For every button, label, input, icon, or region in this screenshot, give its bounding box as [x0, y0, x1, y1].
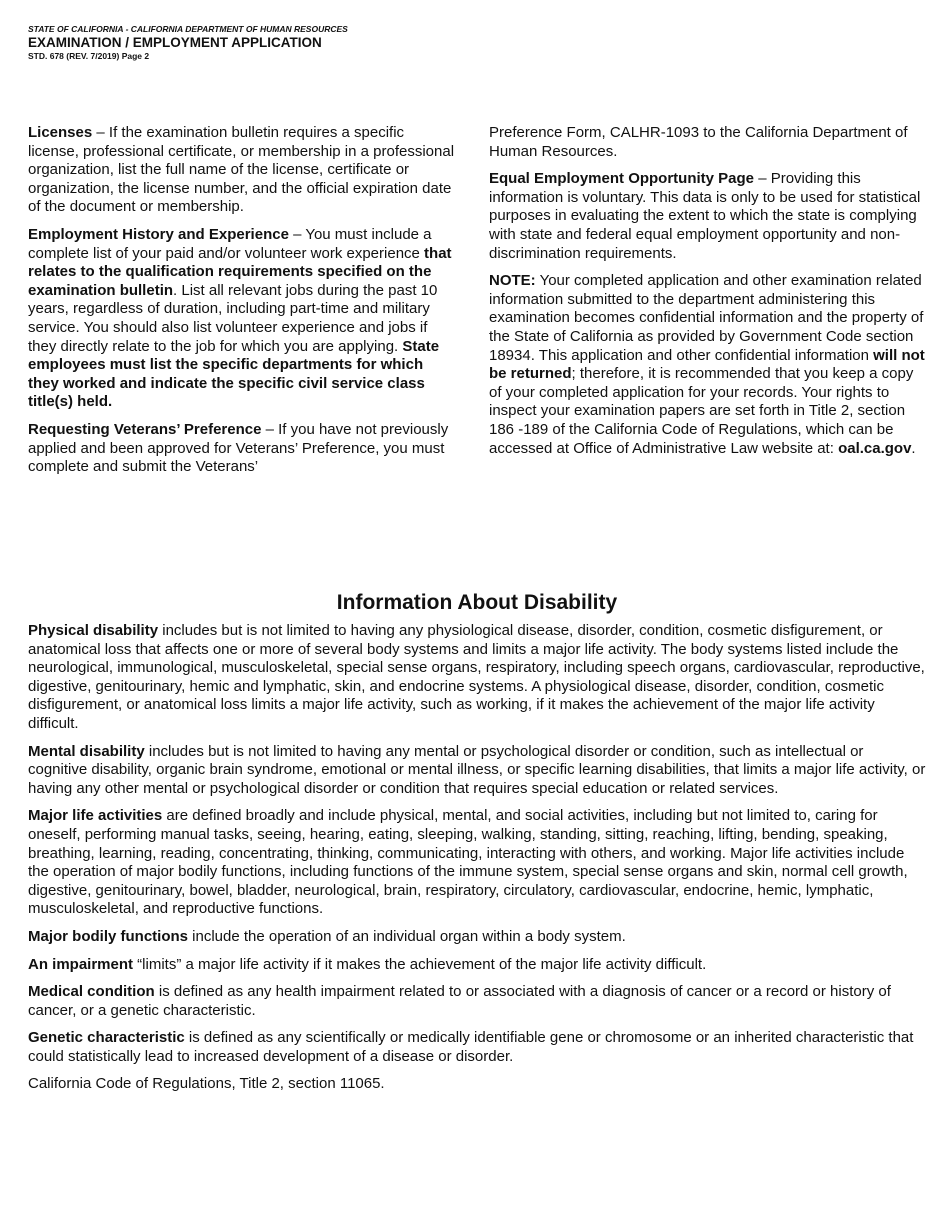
disability-title: Information About Disability [336, 591, 618, 614]
note-bold-1: will not be returned [489, 346, 925, 383]
note-end: . [911, 439, 916, 457]
veterans-paragraph [28, 421, 458, 477]
employment-text-1: – You must include a complete list of your paid and/or volunteer work experience [28, 225, 432, 262]
mental-disability-term: Mental disability [28, 742, 145, 760]
agency-name: STATE OF CALIFORNIA - CALIFORNIA DEPARTMENT OF HUMAN RESOURCES [28, 24, 348, 34]
medical-condition-term: Medical condition [28, 983, 155, 1001]
physical-disability-term: Physical disability [28, 622, 159, 639]
mental-disability-text: includes but is not limited to having any mental or psychological disorder or condition, such as intellectual or cognitive disability, organic brain syndrome, emotional or mental illness, or specific learning disabilities, that limits a major life activity, or having any other mental or psychological disorder or condition that requires special education or related services. [28, 742, 926, 797]
eeo-text: – Providing this information is voluntary. This data is only to be used for statistical purposes in evaluating the extent to which the state is complying with state and federal equal employment opportunity and non-discrimination requirements. [489, 170, 921, 262]
major-bodily-functions-term: Major bodily functions [28, 927, 188, 945]
note-heading: NOTE: [489, 272, 536, 290]
major-life-activities-term: Major life activities [28, 807, 163, 825]
left-column [28, 124, 458, 486]
major-life-activities-text: are defined broadly and include physical, mental, and social activities, including but not limited to, caring for oneself, performing manual tasks, seeing, hearing, eating, sleeping, walking, standing, sitting, reaching, lifting, bending, speaking, breathing, learning, reading, concentrating, thinking, communicating, interacting with others, and working. Major life activities include the operation of major bodily functions, including functions of the immune system, special sense organs and skin, normal cell growth, digestive, genitourinary, bowel, bladder, neurological, brain, respiratory, circulatory, cardiovascular, endocrine, hemic, lymphatic, musculoskeletal, and reproductive functions. [28, 807, 908, 918]
employment-text-2: . List all relevant jobs during the past 10 years, regardless of duration, including part-time and military service. You should also list volunteer experience and jobs if they directly relate to the job for which you are applying. [28, 281, 438, 355]
medical-condition-text: is defined as any health impairment related to or associated with a diagnosis of cancer or a record or history of cancer, or a genetic characteristic. [28, 983, 891, 1019]
note-paragraph [489, 272, 927, 458]
physical-disability-text: includes but is not limited to having any physiological disease, disorder, condition, cosmetic disfigurement, or anatomical loss that affects one or more of several body systems and limits a major life activity. The body systems listed include the neurological, immunological, musculoskeletal, special sense organs, respiratory, including speech organs, cardiovascular, reproductive, digestive, genitourinary, hemic and lymphatic, skin, and endocrine systems. A physiological disease, disorder, condition, cosmetic disfigurement, or anatomical loss limits a major life activity, such as working, if it makes the achievement of the major life activity difficult. [28, 622, 925, 732]
impairment-term: An impairment [28, 955, 134, 973]
genetic-characteristic-term: Genetic characteristic [28, 1029, 185, 1047]
form-id: STD. 678 (REV. 7/2019) Page 2 [28, 51, 150, 62]
eeo-paragraph [489, 170, 927, 263]
veterans-text: – If you have not previously applied and been approved for Veterans’ Preference, you must complete and submit the Veterans’ [28, 420, 449, 476]
genetic-characteristic-paragraph [28, 1029, 926, 1066]
regulation-citation: California Code of Regulations, Title 2, section 11065. [28, 1075, 385, 1093]
veterans-continued: Preference Form, CALHR-1093 to the California Department of Human Resources. [489, 124, 908, 160]
major-bodily-functions-text: include the operation of an individual organ within a body system. [188, 927, 626, 945]
physical-disability-paragraph [28, 622, 926, 734]
major-bodily-functions-paragraph [28, 928, 926, 947]
note-text-2: ; therefore, it is recommended that you keep a copy of your completed application for your records. Your rights to inspect your examination papers are set forth in Title 2, section 186 -189 of the California Code of Regulations, which can be accessed at Office of Administrative Law website at: [489, 365, 914, 457]
licenses-heading: Licenses [28, 124, 93, 141]
mental-disability-paragraph [28, 743, 926, 799]
disability-section [28, 590, 926, 1103]
oal-website-link[interactable]: oal.ca.gov [838, 439, 912, 457]
note-text-1: Your completed application and other examination related information submitted to the department administering this examination becomes confidential information and the property of the State of California as provided by Government Code section 18934. This application and other confidential information [489, 272, 924, 364]
licenses-paragraph [28, 124, 458, 217]
right-column [489, 124, 927, 467]
major-life-activities-paragraph [28, 807, 926, 919]
veterans-heading: Requesting Veterans’ Preference [28, 420, 262, 438]
employment-bold-1: that relates to the qualification requirements specified on the examination bulletin [28, 244, 452, 299]
medical-condition-paragraph [28, 983, 926, 1020]
form-header [28, 25, 348, 62]
licenses-text: – If the examination bulletin requires a specific license, professional certificate, or membership in a professional organization, list the full name of the license, certificate or organization, the license number, and the official expiration date of the document or membership. [28, 124, 455, 216]
form-title: EXAMINATION / EMPLOYMENT APPLICATION [28, 35, 322, 51]
employment-bold-2: State employees must list the specific departments for which they worked and indicate the specific civil service class title(s) held. [28, 337, 440, 411]
eeo-heading: Equal Employment Opportunity Page [489, 170, 755, 188]
employment-heading: Employment History and Experience [28, 225, 289, 243]
genetic-characteristic-text: is defined as any scientifically or medically identifiable gene or chromosome or an inherited characteristic that could statistically lead to increased development of a disease or disorder. [28, 1029, 914, 1065]
employment-paragraph [28, 226, 458, 412]
impairment-paragraph [28, 956, 926, 975]
impairment-text: “limits” a major life activity if it makes the achievement of the major life activity difficult. [133, 955, 707, 973]
